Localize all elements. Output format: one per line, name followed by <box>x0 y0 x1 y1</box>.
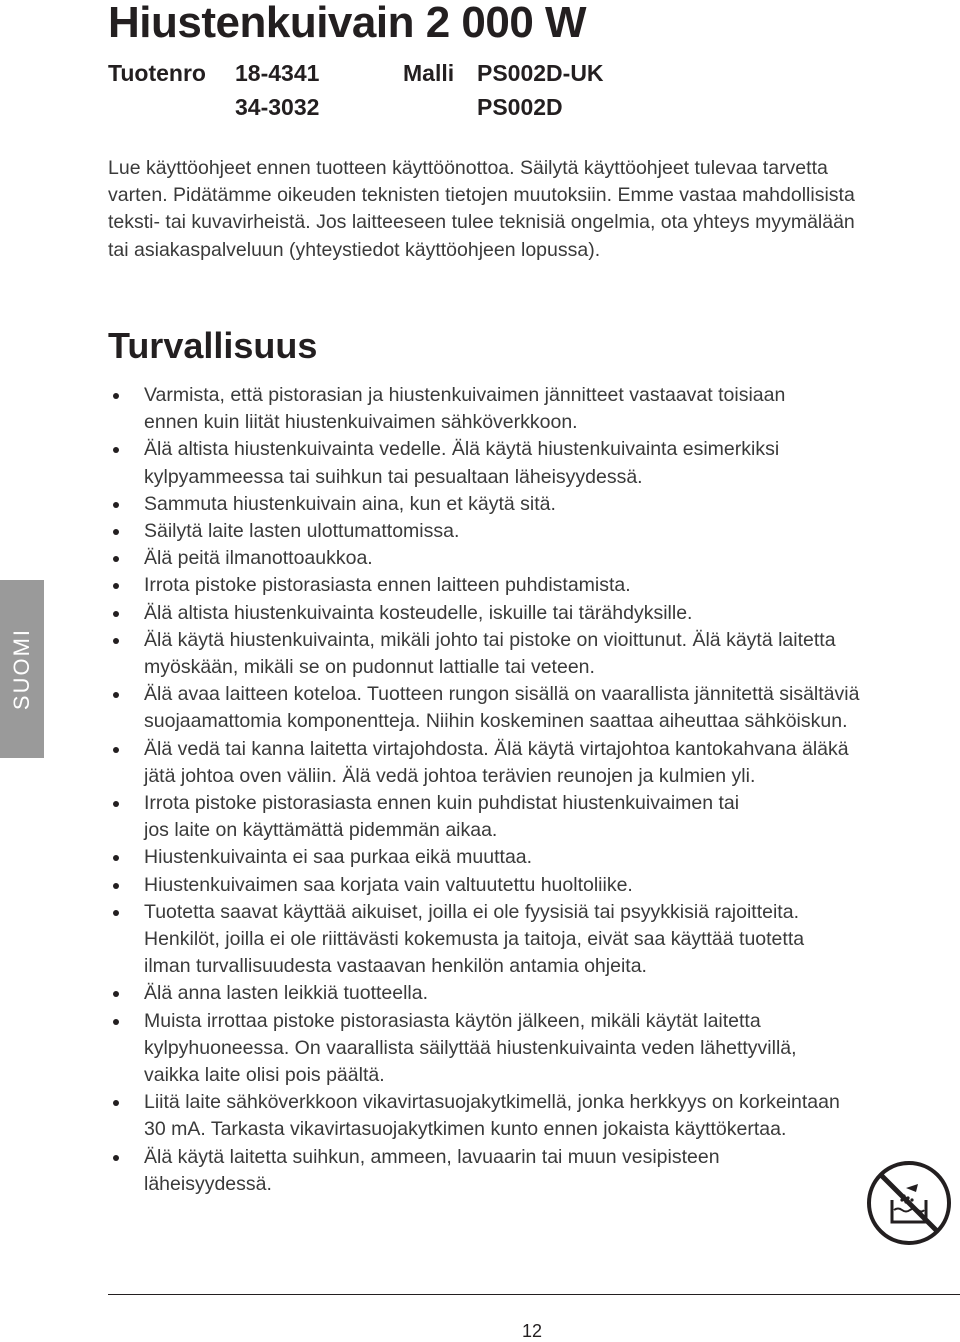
safety-item <box>108 572 938 599</box>
safety-item <box>108 1008 938 1090</box>
safety-item-line: Älä käytä laitetta suihkun, ammeen, lavuaarin tai muun vesipisteen <box>144 1145 720 1168</box>
intro-line: tai asiakaspalveluun (yhteystiedot käyttöohjeen lopussa). <box>108 238 601 261</box>
model-label: Malli <box>403 60 455 86</box>
safety-item <box>108 545 938 572</box>
product-number-label: Tuotenro <box>108 60 206 86</box>
safety-item-line: läheisyydessä. <box>144 1172 272 1195</box>
safety-item-line: Irrota pistoke pistorasiasta ennen kuin puhdistat hiustenkuivaimen tai <box>144 792 740 815</box>
safety-item-line: jos laite on käyttämättä pidemmän aikaa. <box>144 819 498 842</box>
safety-item-line: Varmista, että pistorasian ja hiustenkuivaimen jännitteet vastaavat toisiaan <box>144 384 786 406</box>
intro-line: Lue käyttöohjeet ennen tuotteen käyttöönottoa. Säilytä käyttöohjeet tulevaa tarvetta <box>108 157 828 179</box>
page-title: Hiustenkuivain 2 000 W <box>108 0 587 47</box>
safety-item-line: Tuotetta saavat käyttää aikuiset, joilla ei ole fyysisiä tai psyykkisiä rajoitteita. <box>144 900 799 923</box>
safety-item <box>108 491 938 518</box>
safety-item-line: kylpyammeessa tai suihkun tai pesualtaan läheisyydessä. <box>144 465 643 488</box>
safety-item-line: kylpyhuoneessa. On vaarallista säilyttää hiustenkuivainta veden lähettyvillä, <box>144 1036 797 1059</box>
safety-item-line: Hiustenkuivaimen saa korjata vain valtuutettu huoltoliike. <box>144 873 633 896</box>
safety-item <box>108 1144 938 1198</box>
safety-item-line: Älä avaa laitteen koteloa. Tuotteen rungon sisällä on vaarallista jännitettä sisältäviä <box>144 683 860 706</box>
section-heading: Turvallisuus <box>108 325 318 366</box>
safety-item-line: Irrota pistoke pistorasiasta ennen laitteen puhdistamista. <box>144 574 631 597</box>
safety-item <box>108 872 938 899</box>
no-shower-bath-icon <box>866 1160 952 1246</box>
safety-item <box>108 790 938 844</box>
safety-item-line: ilman turvallisuudesta vastaavan henkilön antamia ohjeita. <box>144 955 647 978</box>
safety-item-line: Säilytä laite lasten ulottumattomissa. <box>144 520 460 543</box>
safety-item-line: Älä peitä ilmanottoaukkoa. <box>144 547 373 570</box>
footer-divider <box>108 1294 960 1295</box>
safety-item <box>108 518 938 545</box>
safety-item-line: vaikka laite olisi pois päältä. <box>144 1064 385 1087</box>
product-number-1: 18-4341 <box>235 60 320 86</box>
safety-item <box>108 736 938 790</box>
safety-item-line: ennen kuin liität hiustenkuivaimen sähköverkkoon. <box>144 411 578 434</box>
safety-item-line: Älä altista hiustenkuivainta kosteudelle, iskuille tai tärähdyksille. <box>144 601 693 624</box>
safety-item-line: Älä anna lasten leikkiä tuotteella. <box>144 982 429 1005</box>
safety-item-line: myöskään, mikäli se on pudonnut lattialle tai veteen. <box>144 656 595 679</box>
intro-paragraph <box>108 155 948 264</box>
intro-line: varten. Pidätämme oikeuden teknisten tietojen muutoksiin. Emme vastaa mahdollisista <box>108 184 855 207</box>
safety-item <box>108 681 938 735</box>
language-label: SUOMI <box>9 627 34 711</box>
safety-item-line: 30 mA. Tarkasta vikavirtasuojakytkimen kunto ennen jokaista käyttökertaa. <box>144 1118 787 1141</box>
safety-item <box>108 627 938 681</box>
safety-item-line: Sammuta hiustenkuivain aina, kun et käytä sitä. <box>144 492 556 515</box>
safety-list <box>108 382 938 1198</box>
safety-item-line: suojaamattomia komponentteja. Niihin koskeminen saattaa aiheuttaa sähköiskun. <box>144 710 848 733</box>
safety-item <box>108 844 938 871</box>
product-number-2: 34-3032 <box>235 94 320 120</box>
safety-item <box>108 600 938 627</box>
safety-item-line: Älä käytä hiustenkuivainta, mikäli johto tai pistoke on vioittunut. Älä käytä laitetta <box>144 628 836 651</box>
model-1: PS002D-UK <box>477 60 604 86</box>
safety-item-line: Liitä laite sähköverkkoon vikavirtasuojakytkimellä, jonka herkkyys on korkeintaan <box>144 1091 840 1114</box>
intro-line: teksti- tai kuvavirheistä. Jos laitteeseen tulee teknisiä ongelmia, ota yhteys myymälään <box>108 211 855 234</box>
safety-item <box>108 1089 938 1143</box>
safety-item-line: jätä johtoa oven väliin. Älä vedä johtoa terävien reunojen ja kulmien yli. <box>144 764 756 787</box>
safety-item <box>108 980 938 1007</box>
safety-item-line: Älä vedä tai kanna laitetta virtajohdosta. Älä käytä virtajohtoa kantokahvana äläkä <box>144 737 849 760</box>
page-number: 12 <box>521 1321 543 1341</box>
language-side-tab <box>0 580 44 758</box>
safety-item-line: Hiustenkuivainta ei saa purkaa eikä muuttaa. <box>144 846 533 869</box>
safety-item <box>108 382 938 436</box>
safety-item-line: Henkilöt, joilla ei ole riittävästi kokemusta ja taitoja, eivät saa käyttää tuotetta <box>144 928 805 951</box>
safety-item-line: Muista irrottaa pistoke pistorasiasta käytön jälkeen, mikäli käytät laitetta <box>144 1009 761 1032</box>
safety-item <box>108 899 938 981</box>
safety-item-line: Älä altista hiustenkuivainta vedelle. Älä käytä hiustenkuivainta esimerkiksi <box>144 438 780 461</box>
safety-item <box>108 436 938 490</box>
model-2: PS002D <box>477 94 563 120</box>
